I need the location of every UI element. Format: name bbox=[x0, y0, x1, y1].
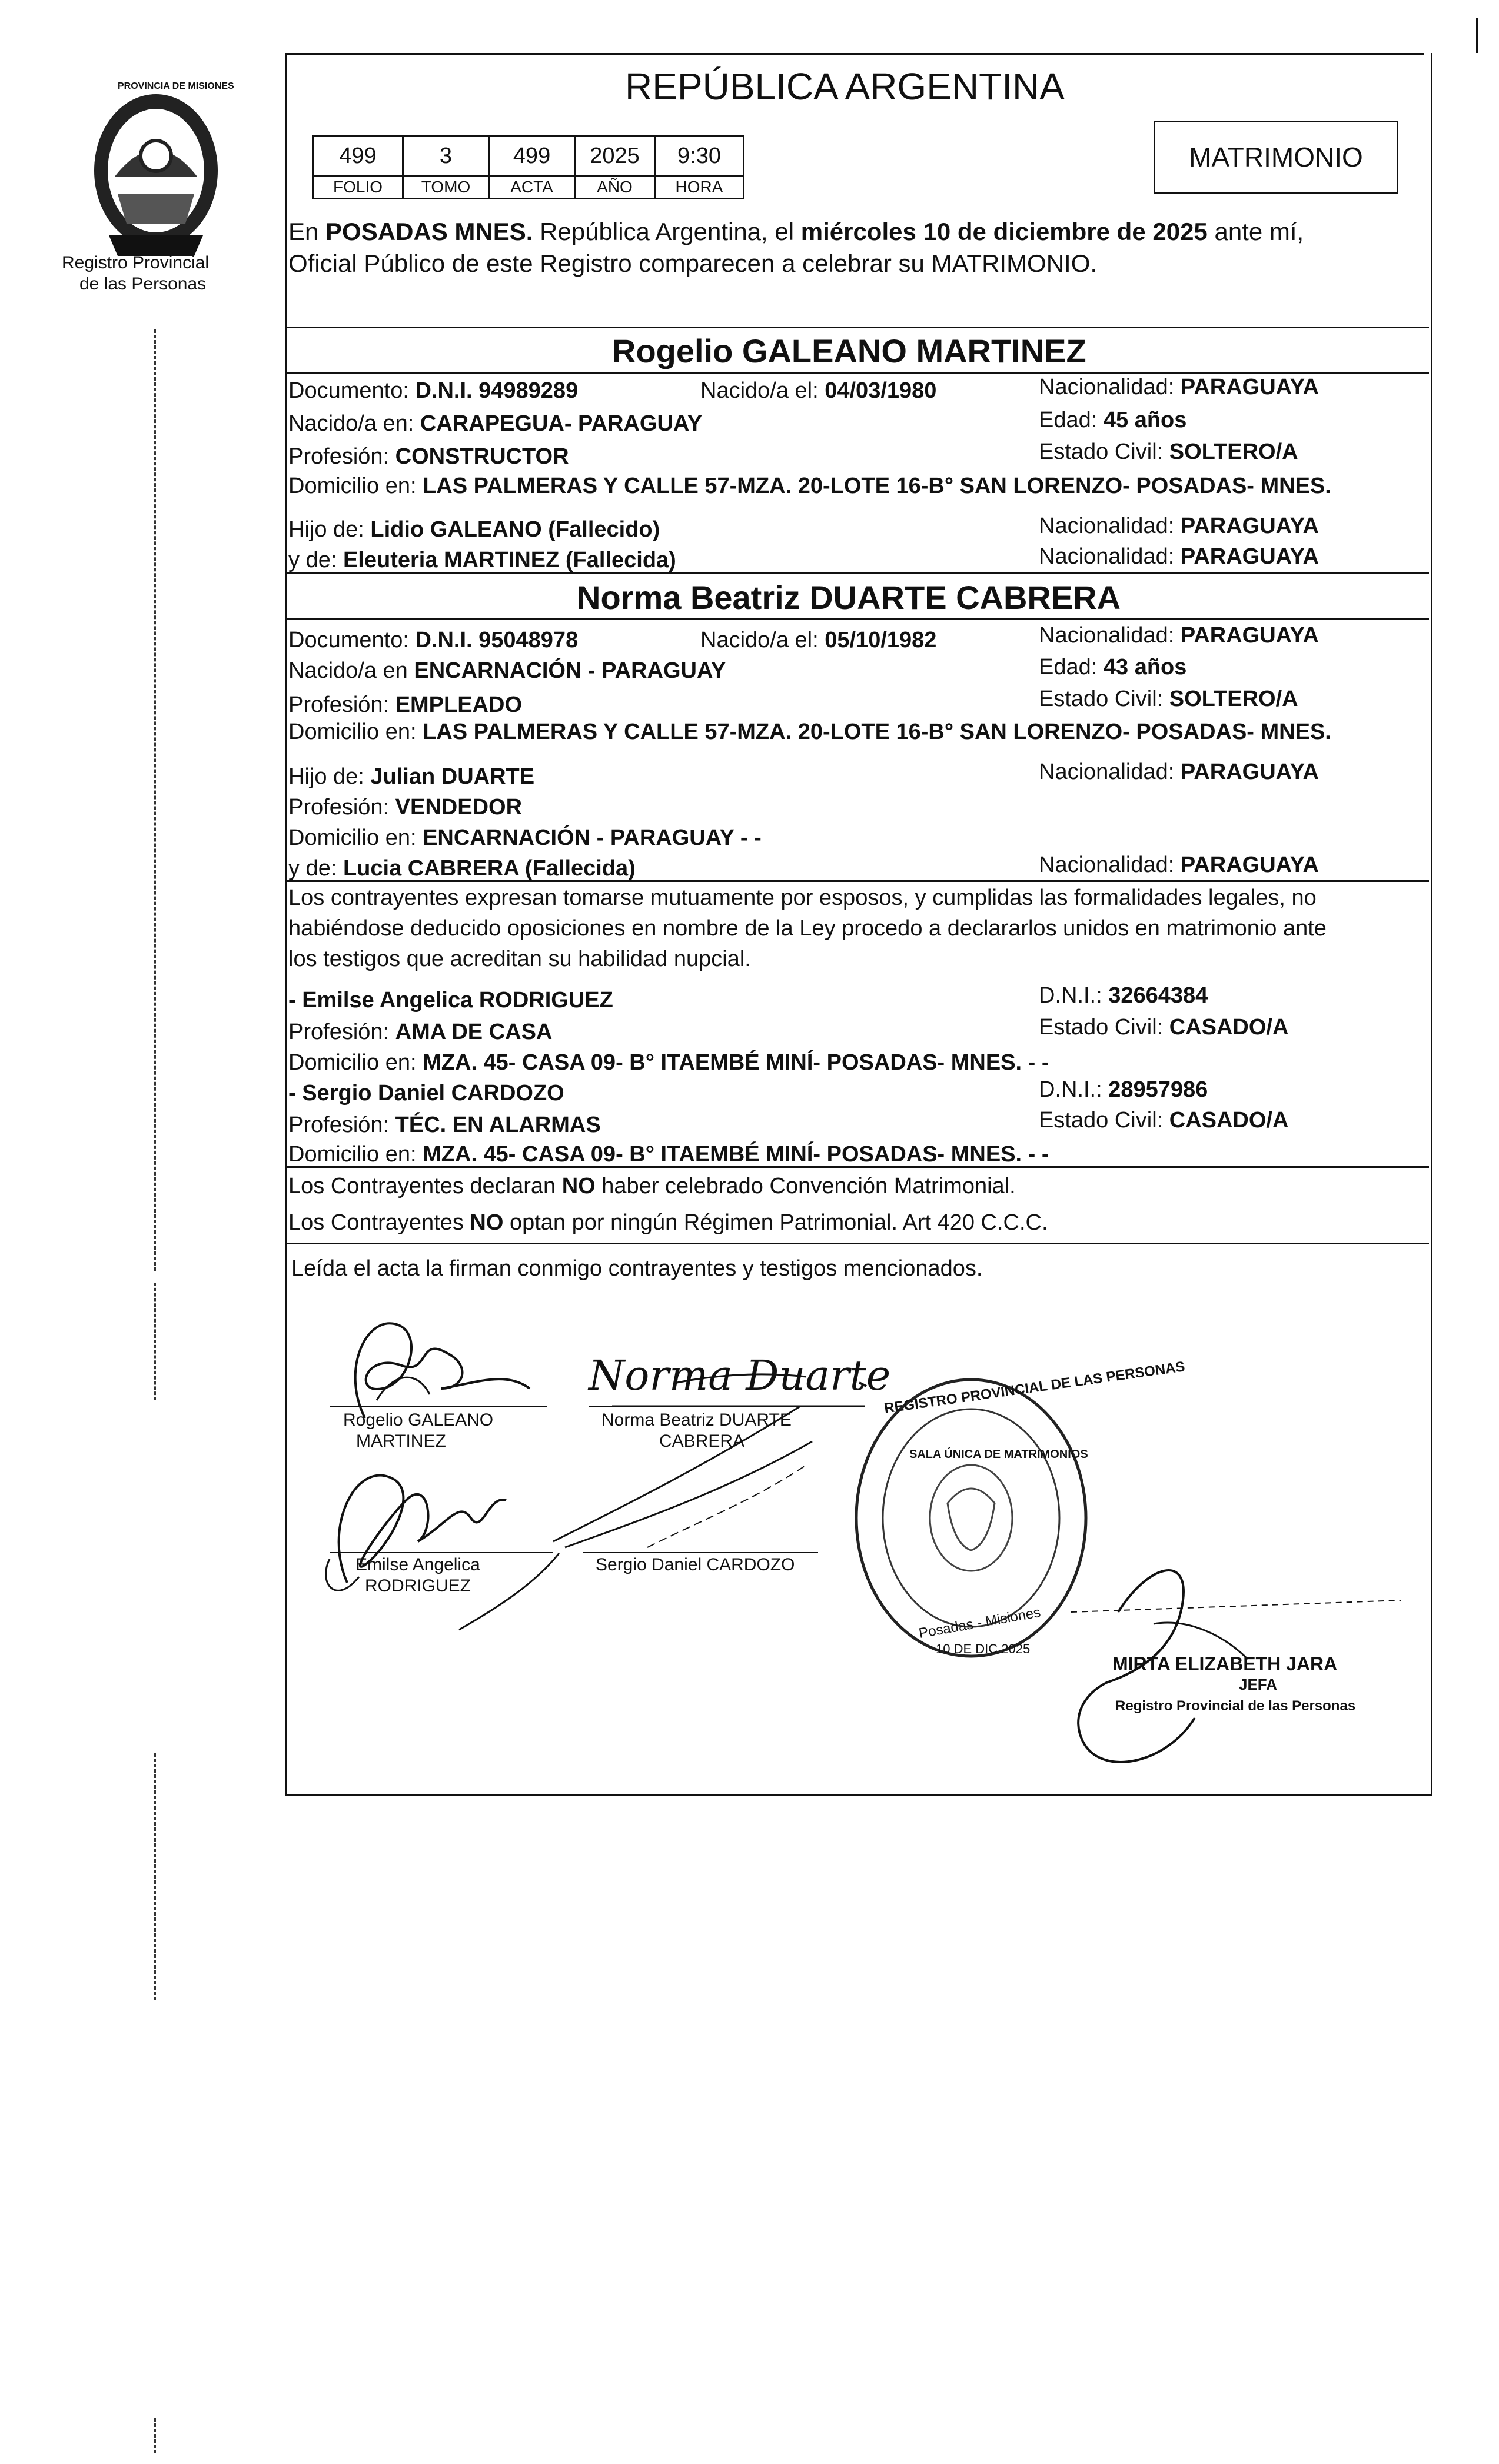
bride-father-address: Domicilio en: ENCARNACIÓN - PARAGUAY - - bbox=[288, 825, 762, 850]
corner-mark bbox=[1476, 18, 1478, 53]
bride-birthdate: Nacido/a el: 05/10/1982 bbox=[700, 628, 937, 652]
stamp-date: 10 DE DIC 2025 bbox=[936, 1641, 1031, 1656]
official-name: MIRTA ELIZABETH JARA bbox=[1112, 1653, 1338, 1674]
official-office: Registro Provincial de las Personas bbox=[1115, 1698, 1356, 1714]
groom-civil-status: Estado Civil: SOLTERO/A bbox=[1039, 439, 1298, 464]
margin-dash-line bbox=[154, 1283, 156, 1400]
margin-dash-line bbox=[154, 2418, 156, 2453]
witness2-signature bbox=[530, 1371, 883, 1559]
groom-profession: Profesión: CONSTRUCTOR bbox=[288, 444, 569, 469]
folio-value: 499 bbox=[313, 136, 403, 176]
province-seal bbox=[82, 81, 234, 259]
groom-birthplace: Nacido/a en: CARAPEGUA- PARAGUAY bbox=[288, 411, 703, 436]
groom-father: Hijo de: Lidio GALEANO (Fallecido) bbox=[288, 517, 660, 542]
witness1-dni: D.N.I.: 32664384 bbox=[1039, 983, 1208, 1008]
stamp-inner-text: SALA ÚNICA DE MATRIMONIOS bbox=[909, 1448, 1088, 1461]
section-divider bbox=[285, 572, 1429, 574]
convention-line-2: Los Contrayentes NO optan por ningún Régimen Patrimonial. Art 420 C.C.C. bbox=[288, 1210, 1048, 1235]
intro-date: miércoles 10 de diciembre de 2025 bbox=[800, 218, 1208, 245]
bride-father-profession: Profesión: VENDEDOR bbox=[288, 795, 523, 820]
witness2-address: Domicilio en: MZA. 45- CASA 09- B° ITAEMBÉ MINÍ- POSADAS- MNES. - - bbox=[288, 1142, 1049, 1167]
witness1-name: - Emilse Angelica RODRIGUEZ bbox=[288, 988, 613, 1013]
province-seal-icon bbox=[82, 88, 230, 259]
declaration-line-3: los testigos que acreditan su habilidad nupcial. bbox=[288, 947, 751, 971]
groom-signature bbox=[330, 1300, 553, 1430]
country-title: REPÚBLICA ARGENTINA bbox=[625, 65, 1065, 108]
tomo-value: 3 bbox=[403, 136, 489, 176]
section-divider bbox=[285, 880, 1429, 882]
intro-line-1 bbox=[288, 218, 1304, 246]
intro-place: POSADAS MNES. bbox=[325, 218, 533, 245]
groom-age: Edad: 45 años bbox=[1039, 408, 1187, 432]
stamp-outer-text: REGISTRO PROVINCIAL DE LAS PERSONAS bbox=[883, 1358, 1186, 1417]
stamp-place: Posadas - Misiones bbox=[918, 1604, 1042, 1641]
time-value: 9:30 bbox=[655, 136, 744, 176]
witness1-civil-status: Estado Civil: CASADO/A bbox=[1039, 1015, 1289, 1040]
witness1-signature-caption: RODRIGUEZ bbox=[365, 1576, 471, 1596]
section-divider bbox=[285, 618, 1429, 620]
groom-name: Rogelio GALEANO MARTINEZ bbox=[612, 332, 1086, 369]
bride-document: Documento: D.N.I. 95048978 bbox=[288, 628, 579, 652]
witness2-name: - Sergio Daniel CARDOZO bbox=[288, 1081, 564, 1106]
act-type-box: MATRIMONIO bbox=[1154, 121, 1398, 194]
bride-profession: Profesión: EMPLEADO bbox=[288, 692, 523, 717]
witness2-signature-caption: Sergio Daniel CARDOZO bbox=[596, 1555, 795, 1574]
bride-name: Norma Beatriz DUARTE CABRERA bbox=[577, 579, 1121, 616]
intro-text: ante mí, bbox=[1207, 218, 1304, 245]
frame-top-border bbox=[285, 53, 1424, 55]
official-role: JEFA bbox=[1239, 1676, 1278, 1693]
groom-birthdate: Nacido/a el: 04/03/1980 bbox=[700, 378, 937, 403]
bride-father: Hijo de: Julian DUARTE bbox=[288, 764, 535, 789]
year-value: 2025 bbox=[575, 136, 655, 176]
convention-line-1: Los Contrayentes declaran NO haber celebrado Convención Matrimonial. bbox=[288, 1174, 1016, 1198]
bride-signature-caption: CABRERA bbox=[659, 1431, 745, 1451]
bride-birthplace: Nacido/a en ENCARNACIÓN - PARAGUAY bbox=[288, 658, 726, 683]
bride-mother-nationality: Nacionalidad: PARAGUAYA bbox=[1039, 853, 1319, 877]
folio-label: FOLIO bbox=[313, 176, 403, 199]
intro-line-2: Oficial Público de este Registro comparecen a celebrar su MATRIMONIO. bbox=[288, 249, 1098, 277]
bride-signature-caption: Norma Beatriz DUARTE bbox=[601, 1410, 792, 1430]
declaration-line-1: Los contrayentes expresan tomarse mutuamente por esposos, y cumplidas las formalidades legales, no bbox=[288, 885, 1317, 910]
bride-father-nationality: Nacionalidad: PARAGUAYA bbox=[1039, 760, 1319, 784]
time-label: HORA bbox=[655, 176, 744, 199]
tomo-label: TOMO bbox=[403, 176, 489, 199]
groom-document: Documento: D.N.I. 94989289 bbox=[288, 378, 579, 403]
groom-nationality: Nacionalidad: PARAGUAYA bbox=[1039, 375, 1319, 399]
acta-value: 499 bbox=[489, 136, 575, 176]
margin-dash-line bbox=[154, 1753, 156, 2000]
groom-signature-caption: MARTINEZ bbox=[356, 1431, 446, 1451]
bride-mother: y de: Lucia CABRERA (Fallecida) bbox=[288, 856, 636, 881]
witness1-profession: Profesión: AMA DE CASA bbox=[288, 1020, 553, 1044]
section-divider bbox=[285, 1243, 1429, 1244]
section-divider bbox=[285, 327, 1429, 328]
closing-statement: Leída el acta la firman conmigo contrayentes y testigos mencionados. bbox=[291, 1256, 983, 1281]
witness2-civil-status: Estado Civil: CASADO/A bbox=[1039, 1108, 1289, 1133]
bride-age: Edad: 43 años bbox=[1039, 655, 1187, 680]
witness2-dni: D.N.I.: 28957986 bbox=[1039, 1077, 1208, 1102]
witness1-address: Domicilio en: MZA. 45- CASA 09- B° ITAEMBÉ MINÍ- POSADAS- MNES. - - bbox=[288, 1050, 1049, 1075]
bride-civil-status: Estado Civil: SOLTERO/A bbox=[1039, 687, 1298, 711]
acta-label: ACTA bbox=[489, 176, 575, 199]
seal-inscription: PROVINCIA DE MISIONES bbox=[118, 81, 234, 91]
witness1-signature-caption: Emilse Angelica bbox=[355, 1555, 480, 1574]
groom-address: Domicilio en: LAS PALMERAS Y CALLE 57-MZA. 20-LOTE 16-B° SAN LORENZO- POSADAS- MNES. bbox=[288, 474, 1331, 498]
year-label: AÑO bbox=[575, 176, 655, 199]
intro-text: República Argentina, el bbox=[533, 218, 801, 245]
office-name-line1: Registro Provincial bbox=[62, 253, 210, 272]
intro-text: En bbox=[288, 218, 326, 245]
groom-mother: y de: Eleuteria MARTINEZ (Fallecida) bbox=[288, 548, 676, 572]
record-reference-table bbox=[312, 135, 744, 199]
groom-signature-caption: Rogelio GALEANO bbox=[343, 1410, 494, 1430]
bride-nationality: Nacionalidad: PARAGUAYA bbox=[1039, 623, 1319, 648]
bride-handwritten-signature: Norma Duarte bbox=[589, 1351, 891, 1400]
section-divider bbox=[285, 372, 1429, 374]
section-divider bbox=[285, 1166, 1429, 1168]
witness2-profession: Profesión: TÉC. EN ALARMAS bbox=[288, 1113, 601, 1137]
groom-father-nationality: Nacionalidad: PARAGUAYA bbox=[1039, 514, 1319, 538]
bride-address: Domicilio en: LAS PALMERAS Y CALLE 57-MZA. 20-LOTE 16-B° SAN LORENZO- POSADAS- MNES. bbox=[288, 720, 1331, 744]
office-name-line2: de las Personas bbox=[79, 274, 207, 294]
declaration-line-2: habiéndose deducido oposiciones en nombre de la Ley procedo a declararlos unidos en matrimonio ante bbox=[288, 916, 1327, 941]
groom-mother-nationality: Nacionalidad: PARAGUAYA bbox=[1039, 544, 1319, 569]
margin-dash-line bbox=[154, 329, 156, 1271]
